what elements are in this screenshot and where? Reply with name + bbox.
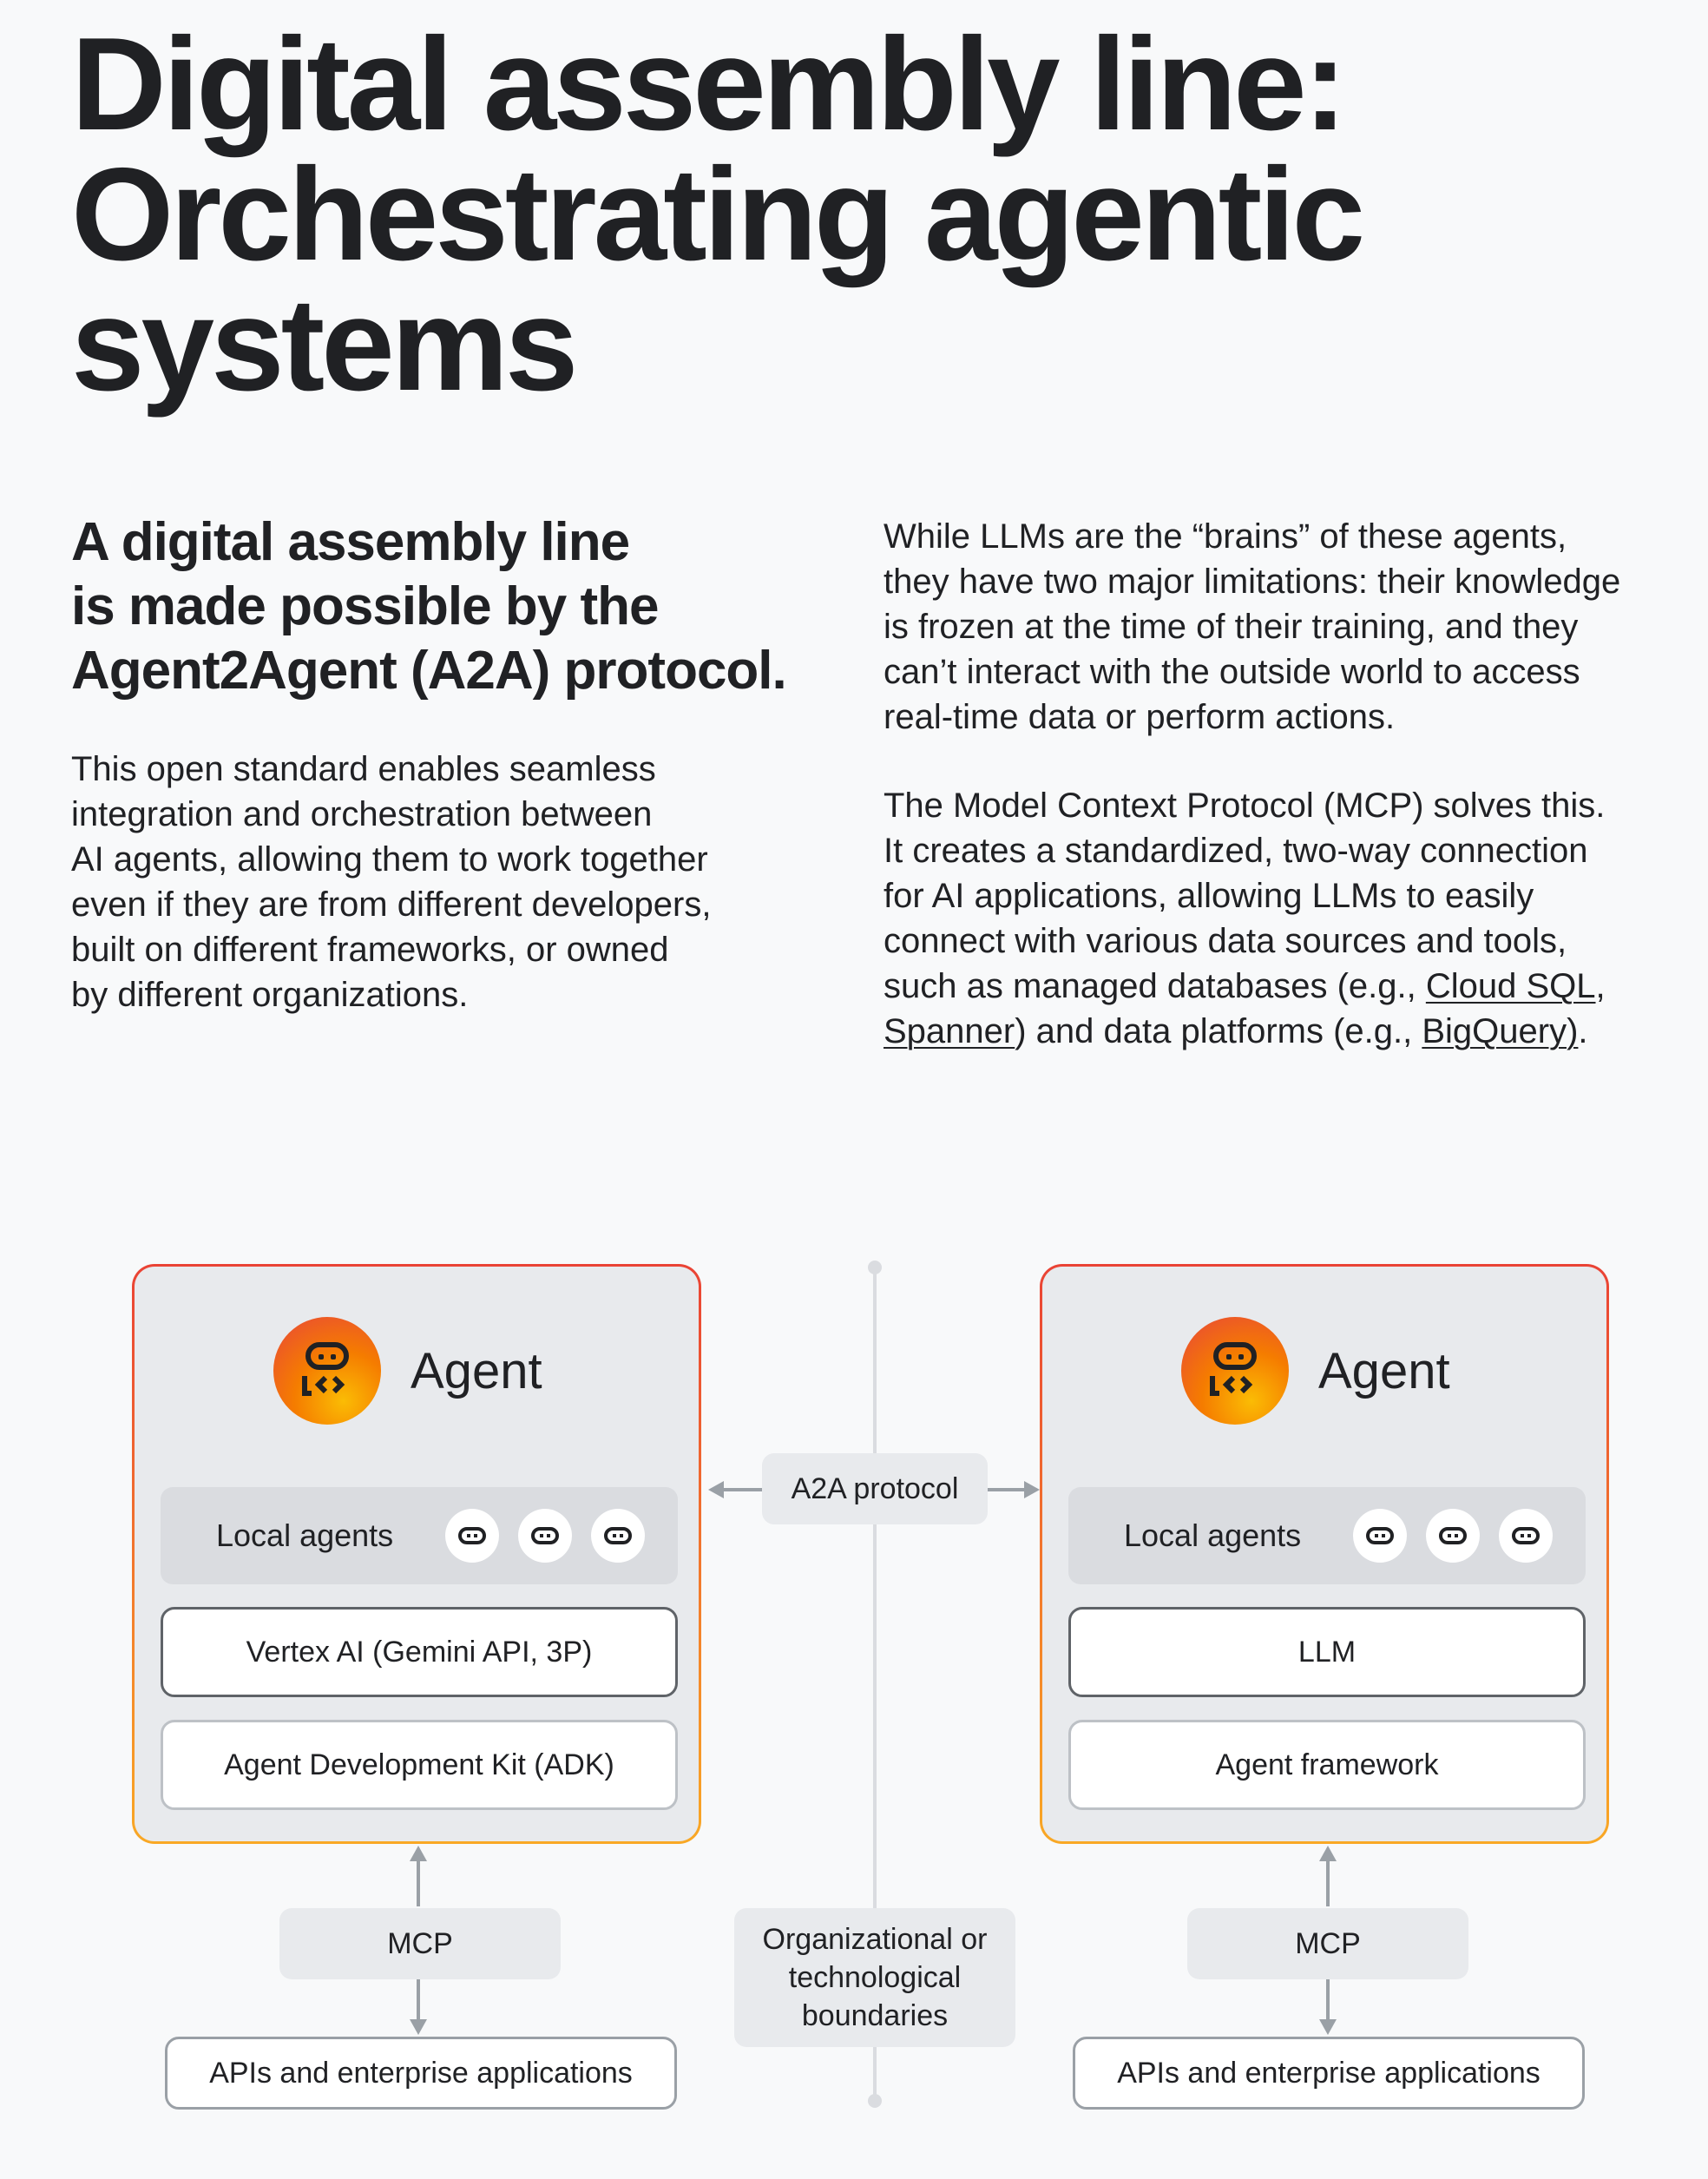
boundary-line-1: Organizational or [762, 1923, 988, 1956]
mcp-line-5 [884, 964, 1682, 1009]
mcp-line-5-prefix: such as managed databases (e.g., [884, 967, 1426, 1005]
right-agent-box [1040, 1264, 1609, 1844]
left-agent-header [135, 1317, 699, 1425]
llm-line-2: they have two major limitations: their knowledge [884, 563, 1621, 601]
right-local-agents-row [1068, 1487, 1586, 1584]
mcp-line-6-middle: ) and data platforms (e.g., [1015, 1012, 1422, 1050]
boundary-line-2: technological [788, 1961, 962, 1994]
robot-face-icon [518, 1509, 572, 1563]
right-local-agents-label: Local agents [1124, 1517, 1302, 1553]
title-line-2: Orchestrating agentic [71, 141, 1363, 288]
subtitle-line-3: Agent2Agent (A2A) protocol. [71, 641, 786, 701]
left-framework-layer: Agent Development Kit (ADK) [161, 1720, 678, 1810]
llm-line-5: real-time data or perform actions. [884, 698, 1396, 736]
subtitle-line-1: A digital assembly line [71, 512, 630, 572]
left-local-agents-row [161, 1487, 678, 1584]
left-local-agents-label: Local agents [216, 1517, 394, 1553]
mcp-line-3: for AI applications, allowing LLMs to easily [884, 877, 1534, 915]
robot-face-icon [1353, 1509, 1407, 1563]
right-mcp-label: MCP [1187, 1908, 1468, 1979]
a2a-description [71, 747, 835, 1017]
mcp-line-6 [884, 1009, 1682, 1054]
boundary-label [734, 1908, 1015, 2047]
subtitle-line-2: is made possible by the [71, 576, 659, 636]
a2a-protocol-label: A2A protocol [762, 1453, 988, 1524]
a2a-line-5: built on different frameworks, or owned [71, 931, 669, 969]
spanner-link[interactable]: Spanner [884, 1012, 1015, 1050]
llm-line-1: While LLMs are the “brains” of these agents, [884, 517, 1567, 556]
robot-face-icon [1499, 1509, 1553, 1563]
mcp-line-2: It creates a standardized, two-way connection [884, 832, 1588, 870]
left-agent-box [132, 1264, 701, 1844]
boundary-line-3: boundaries [801, 1999, 949, 2032]
left-model-layer: Vertex AI (Gemini API, 3P) [161, 1607, 678, 1697]
robot-face-icon [591, 1509, 645, 1563]
cloud-sql-link[interactable]: Cloud SQL [1425, 967, 1596, 1005]
a2a-line-1: This open standard enables seamless [71, 750, 656, 788]
robot-face-icon [1426, 1509, 1480, 1563]
section-subtitle [71, 510, 852, 703]
robot-code-icon [273, 1317, 381, 1425]
robot-code-icon [1181, 1317, 1289, 1425]
right-agent-title: Agent [1318, 1343, 1450, 1399]
a2a-line-6: by different organizations. [71, 976, 469, 1014]
left-mcp-label: MCP [279, 1908, 561, 1979]
a2a-line-4: even if they are from different developers, [71, 885, 712, 924]
llm-line-3: is frozen at the time of their training, and they [884, 608, 1579, 646]
mcp-line-1: The Model Context Protocol (MCP) solves this. [884, 787, 1606, 825]
a2a-line-2: integration and orchestration between [71, 795, 653, 833]
page-title [71, 10, 1363, 418]
right-framework-layer: Agent framework [1068, 1720, 1586, 1810]
mcp-line-4: connect with various data sources and tools, [884, 922, 1567, 960]
llm-line-4: can’t interact with the outside world to access [884, 653, 1580, 691]
bigquery-link[interactable]: BigQuery) [1422, 1012, 1579, 1050]
left-apis-box: APIs and enterprise applications [165, 2037, 677, 2110]
title-line-1: Digital assembly line: [71, 10, 1344, 158]
title-line-3: systems [71, 271, 575, 418]
right-apis-box: APIs and enterprise applications [1073, 2037, 1585, 2110]
right-model-layer: LLM [1068, 1607, 1586, 1697]
mcp-line-6-end: . [1578, 1012, 1588, 1050]
left-agent-title: Agent [411, 1343, 542, 1399]
mcp-line-5-suffix: , [1595, 967, 1606, 1005]
mcp-paragraph [884, 783, 1682, 1054]
robot-face-icon [445, 1509, 499, 1563]
right-agent-header [1042, 1317, 1606, 1425]
llm-limitations-paragraph [884, 514, 1682, 740]
a2a-line-3: AI agents, allowing them to work together [71, 840, 708, 879]
